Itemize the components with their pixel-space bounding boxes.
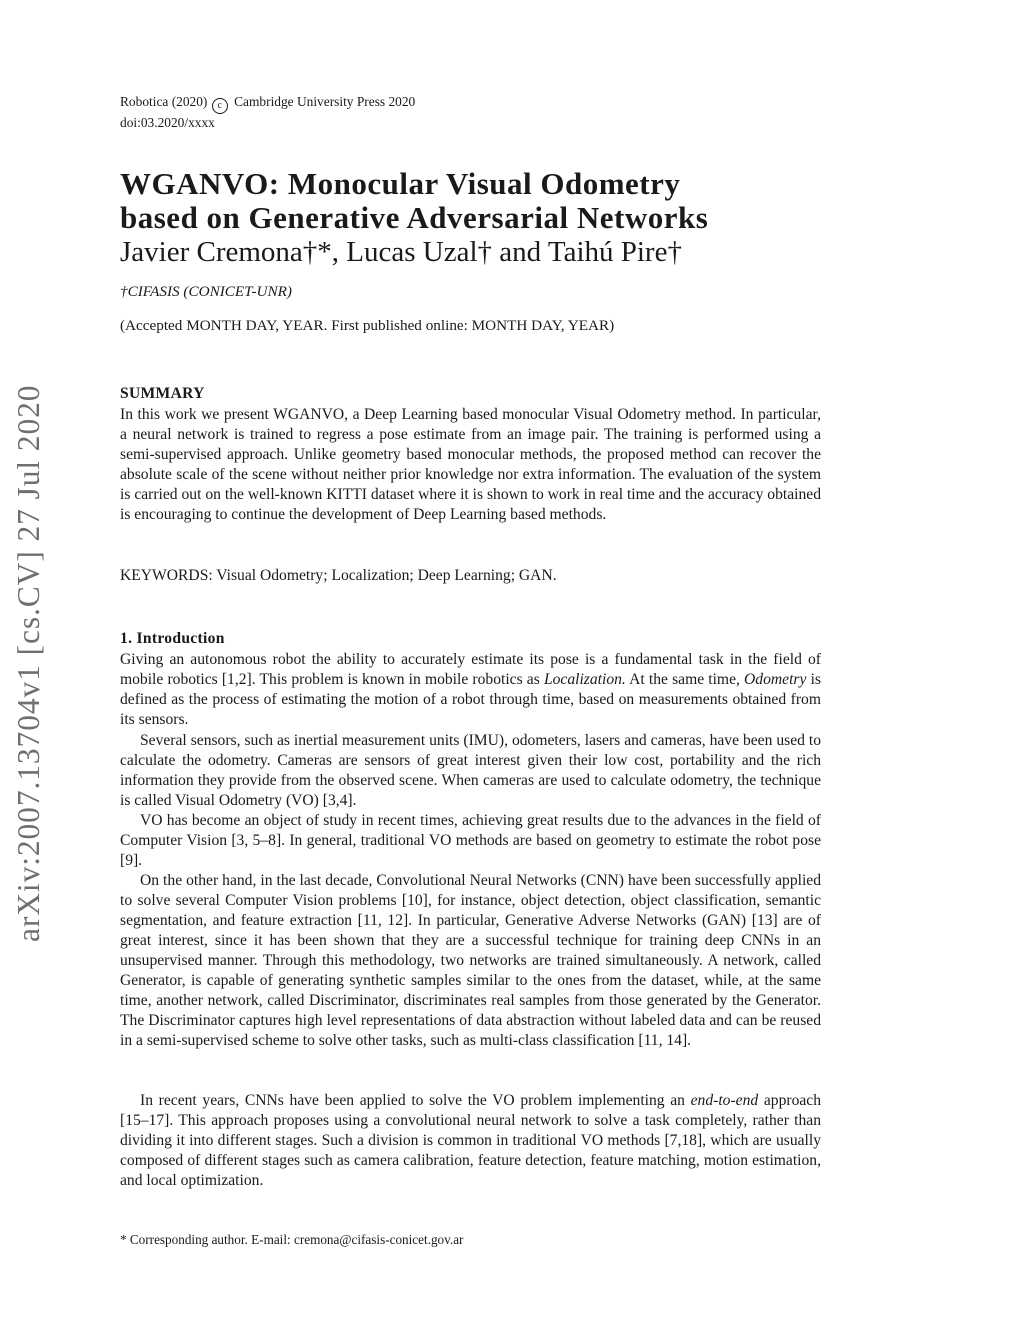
keywords: KEYWORDS: Visual Odometry; Localization; Deep Learning; GAN. xyxy=(120,567,557,584)
introduction-heading: 1. Introduction xyxy=(120,630,225,647)
authors: Javier Cremona†*, Lucas Uzal† and Taihú Pire† xyxy=(120,236,682,268)
journal-header xyxy=(120,93,415,131)
summary-text: In this work we present WGANVO, a Deep Learning based monocular Visual Odometry method. In particular, a neural network is trained to regress a pose estimate from an image pair. The training is performed using a semi-supervised approach. Unlike geometry based monocular methods, the proposed method can recover the absolute scale of the scene without neither prior knowledge nor extra information. The evaluation of the system is carried out on the well-known KITTI dataset where it is shown to work in real time and the accuracy obtained is encouraging to continue the development of Deep Learning based methods. xyxy=(120,406,821,523)
publisher: Cambridge University Press 2020 xyxy=(234,94,416,109)
paper-title xyxy=(120,167,840,235)
journal-name: Robotica (2020) xyxy=(120,94,208,109)
localization-term: Localization. xyxy=(543,671,626,688)
intro-paragraph-1: Giving an autonomous robot the ability to accurately estimate its pose is a fundamental task in the field of mobile robotics [1,2]. This problem is known in mobile robotics as Localization. At the same time, Odometry is defined as the process of estimating the motion of a robot through time, based on measurements obtained from its sensors. xyxy=(120,651,821,728)
title-line-2: based on Generative Adversarial Networks xyxy=(120,200,709,235)
odometry-term: Odometry xyxy=(744,671,807,688)
summary-heading: SUMMARY xyxy=(120,385,205,402)
intro-paragraph-5: In recent years, CNNs have been applied to solve the VO problem implementing an end-to-end approach [15–17]. This approach proposes using a convolutional neural network to solve a task completely, rather than dividing it into different stages. Such a division is common in traditional VO methods [7,18], which are usually composed of different stages such as camera calibration, feature detection, feature matching, motion estimation, and local optimization. xyxy=(120,1092,821,1189)
copyright-icon: c xyxy=(212,98,228,114)
end-to-end-term: end-to-end xyxy=(690,1092,759,1109)
arxiv-identifier: arXiv:2007.13704v1 [cs.CV] 27 Jul 2020 xyxy=(11,384,46,942)
corresponding-author-footnote: * Corresponding author. E-mail: cremona@cifasis-conicet.gov.ar xyxy=(120,1232,464,1247)
accepted-dates: (Accepted MONTH DAY, YEAR. First published online: MONTH DAY, YEAR) xyxy=(120,317,615,334)
title-line-1: WGANVO: Monocular Visual Odometry xyxy=(120,166,681,201)
intro-paragraph-4: On the other hand, in the last decade, Convolutional Neural Networks (CNN) have been successfully applied to solve several Computer Vision problems [10], for instance, object detection, object classification, semantic segmentation, and feature extraction [11, 12]. In particular, Generative Adverse Networks (GAN) [13] are of great interest, since it has been shown that they are a successful technique for training deep CNNs in an unsupervised manner. Through this methodology, two networks are trained simultaneously. A network, called Generator, is capable of generating synthetic samples similar to the ones from the dataset, while, at the same time, another network, called Discriminator, discriminates real samples from those generated by the Generator. The Discriminator captures high level representations of data abstraction without labeled data and can be reused in a semi-supervised scheme to solve other tasks, such as multi-class classification [11, 14]. xyxy=(120,872,821,1049)
doi: doi:03.2020/xxxx xyxy=(120,115,215,130)
intro-paragraph-3: VO has become an object of study in recent times, achieving great results due to the advances in the field of Computer Vision [3, 5–8]. In general, traditional VO methods are based on geometry to estimate the robot pose [9]. xyxy=(120,812,821,869)
affiliation: †CIFASIS (CONICET-UNR) xyxy=(120,283,292,300)
intro-paragraph-2: Several sensors, such as inertial measurement units (IMU), odometers, lasers and cameras, have been used to calculate the odometry. Cameras are sensors of great interest given their low cost, portability and the rich information they provide from the observed scene. When cameras are used to calculate odometry, the technique is called Visual Odometry (VO) [3,4]. xyxy=(120,732,821,809)
